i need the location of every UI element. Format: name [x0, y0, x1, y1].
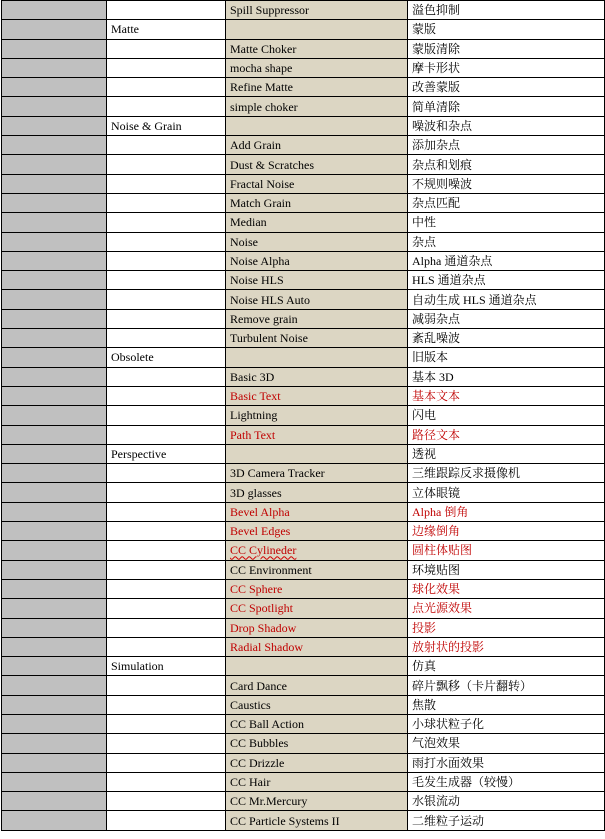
chinese-name-cell: 路径文本: [408, 425, 605, 444]
row-marker-cell: [2, 579, 107, 598]
chinese-name-cell: 边缘倒角: [408, 522, 605, 541]
effect-name-cell: Refine Matte: [226, 78, 408, 97]
table-row: [2, 386, 605, 405]
row-marker-cell: [2, 116, 107, 135]
table-row: [2, 251, 605, 270]
table-row: [2, 78, 605, 97]
effect-name-cell: Radial Shadow: [226, 637, 408, 656]
table-row: [2, 425, 605, 444]
chinese-name-cell: 杂点匹配: [408, 193, 605, 212]
table-row: [2, 579, 605, 598]
table-row: [2, 618, 605, 637]
chinese-name-cell: 蒙版: [408, 20, 605, 39]
category-cell: [107, 502, 226, 521]
row-marker-cell: [2, 541, 107, 560]
row-marker-cell: [2, 193, 107, 212]
row-marker-cell: [2, 58, 107, 77]
chinese-name-cell: 溢色抑制: [408, 1, 605, 20]
table-row: [2, 522, 605, 541]
effect-name-cell: Spill Suppressor: [226, 1, 408, 20]
row-marker-cell: [2, 811, 107, 830]
effect-name-cell: CC Hair: [226, 772, 408, 791]
table-row: [2, 136, 605, 155]
row-marker-cell: [2, 20, 107, 39]
effect-name-cell: Match Grain: [226, 193, 408, 212]
category-cell: Obsolete: [107, 348, 226, 367]
table-row: [2, 193, 605, 212]
row-marker-cell: [2, 772, 107, 791]
table-row: [2, 695, 605, 714]
table-row: [2, 772, 605, 791]
chinese-name-cell: 毛发生成器（较慢）: [408, 772, 605, 791]
row-marker-cell: [2, 714, 107, 733]
category-cell: [107, 464, 226, 483]
category-cell: [107, 792, 226, 811]
table-row: [2, 97, 605, 116]
table-row: [2, 734, 605, 753]
category-cell: [107, 637, 226, 656]
row-marker-cell: [2, 444, 107, 463]
chinese-name-cell: Alpha 通道杂点: [408, 251, 605, 270]
table-row: [2, 1, 605, 20]
effect-name-cell: Matte Choker: [226, 39, 408, 58]
table-row: [2, 541, 605, 560]
row-marker-cell: [2, 695, 107, 714]
category-cell: [107, 174, 226, 193]
category-cell: [107, 772, 226, 791]
category-cell: [107, 522, 226, 541]
table-row: [2, 657, 605, 676]
row-marker-cell: [2, 251, 107, 270]
row-marker-cell: [2, 97, 107, 116]
chinese-name-cell: 减弱杂点: [408, 309, 605, 328]
table-row: [2, 444, 605, 463]
chinese-name-cell: 透视: [408, 444, 605, 463]
chinese-name-cell: 紊乱噪波: [408, 329, 605, 348]
chinese-name-cell: 基本文本: [408, 386, 605, 405]
category-cell: [107, 599, 226, 618]
category-cell: [107, 271, 226, 290]
row-marker-cell: [2, 232, 107, 251]
table-row: [2, 714, 605, 733]
effect-name-cell: CC Environment: [226, 560, 408, 579]
category-cell: [107, 193, 226, 212]
chinese-name-cell: 旧版本: [408, 348, 605, 367]
effect-name-cell: 3D Camera Tracker: [226, 464, 408, 483]
chinese-name-cell: 杂点和划痕: [408, 155, 605, 174]
row-marker-cell: [2, 425, 107, 444]
effect-name-cell: mocha shape: [226, 58, 408, 77]
chinese-name-cell: 基本 3D: [408, 367, 605, 386]
effect-name-cell: Dust & Scratches: [226, 155, 408, 174]
effect-name-cell: Noise: [226, 232, 408, 251]
category-cell: [107, 329, 226, 348]
effect-name-cell: [226, 541, 408, 560]
effect-name-cell: Noise HLS: [226, 271, 408, 290]
table-row: [2, 811, 605, 830]
category-cell: [107, 39, 226, 58]
table-row: [2, 792, 605, 811]
category-cell: [107, 579, 226, 598]
chinese-name-cell: 仿真: [408, 657, 605, 676]
table-row: [2, 290, 605, 309]
effect-name-cell: CC Particle Systems II: [226, 811, 408, 830]
chinese-name-cell: 雨打水面效果: [408, 753, 605, 772]
chinese-name-cell: 碎片飘移（卡片翻转）: [408, 676, 605, 695]
effect-name-cell: CC Ball Action: [226, 714, 408, 733]
table-row: [2, 753, 605, 772]
chinese-name-cell: 摩卡形状: [408, 58, 605, 77]
effect-name-cell: [226, 657, 408, 676]
row-marker-cell: [2, 753, 107, 772]
effect-name-cell: CC Mr.Mercury: [226, 792, 408, 811]
category-cell: [107, 425, 226, 444]
chinese-name-cell: Alpha 倒角: [408, 502, 605, 521]
chinese-name-cell: 不规则噪波: [408, 174, 605, 193]
row-marker-cell: [2, 367, 107, 386]
chinese-name-cell: 放射状的投影: [408, 637, 605, 656]
chinese-name-cell: 投影: [408, 618, 605, 637]
row-marker-cell: [2, 290, 107, 309]
effect-name-cell: Bevel Alpha: [226, 502, 408, 521]
row-marker-cell: [2, 522, 107, 541]
row-marker-cell: [2, 386, 107, 405]
effect-name-cell: Turbulent Noise: [226, 329, 408, 348]
chinese-name-cell: 噪波和杂点: [408, 116, 605, 135]
category-cell: [107, 78, 226, 97]
chinese-name-cell: 小球状粒子化: [408, 714, 605, 733]
row-marker-cell: [2, 329, 107, 348]
table-row: [2, 232, 605, 251]
chinese-name-cell: 改善蒙版: [408, 78, 605, 97]
effect-name-cell: [226, 444, 408, 463]
table-row: [2, 155, 605, 174]
effect-name-cell: CC Spotlight: [226, 599, 408, 618]
category-cell: [107, 290, 226, 309]
effect-name-cell: [226, 348, 408, 367]
chinese-name-cell: 闪电: [408, 406, 605, 425]
row-marker-cell: [2, 406, 107, 425]
table-row: [2, 502, 605, 521]
category-cell: Simulation: [107, 657, 226, 676]
row-marker-cell: [2, 78, 107, 97]
table-row: [2, 271, 605, 290]
table-row: [2, 676, 605, 695]
table-row: [2, 406, 605, 425]
effect-name-cell: Drop Shadow: [226, 618, 408, 637]
category-cell: [107, 676, 226, 695]
category-cell: [107, 734, 226, 753]
table-row: [2, 348, 605, 367]
row-marker-cell: [2, 734, 107, 753]
table-row: [2, 483, 605, 502]
chinese-name-cell: HLS 通道杂点: [408, 271, 605, 290]
category-cell: [107, 155, 226, 174]
table-row: [2, 560, 605, 579]
effect-name-cell: Noise Alpha: [226, 251, 408, 270]
table-row: [2, 58, 605, 77]
effect-name-cell: Bevel Edges: [226, 522, 408, 541]
chinese-name-cell: 焦散: [408, 695, 605, 714]
chinese-name-cell: 球化效果: [408, 579, 605, 598]
table-row: [2, 20, 605, 39]
category-cell: [107, 386, 226, 405]
chinese-name-cell: 中性: [408, 213, 605, 232]
effects-table-body: [2, 1, 605, 831]
category-cell: [107, 367, 226, 386]
category-cell: [107, 251, 226, 270]
row-marker-cell: [2, 136, 107, 155]
row-marker-cell: [2, 155, 107, 174]
effect-name-cell: Noise HLS Auto: [226, 290, 408, 309]
category-cell: [107, 618, 226, 637]
row-marker-cell: [2, 792, 107, 811]
effect-name-cell: CC Bubbles: [226, 734, 408, 753]
effect-name-cell: Lightning: [226, 406, 408, 425]
category-cell: Matte: [107, 20, 226, 39]
row-marker-cell: [2, 676, 107, 695]
table-row: [2, 464, 605, 483]
category-cell: [107, 483, 226, 502]
chinese-name-cell: 二维粒子运动: [408, 811, 605, 830]
category-cell: [107, 309, 226, 328]
category-cell: [107, 406, 226, 425]
category-cell: [107, 811, 226, 830]
effect-name-cell: Basic 3D: [226, 367, 408, 386]
row-marker-cell: [2, 271, 107, 290]
category-cell: Perspective: [107, 444, 226, 463]
table-row: [2, 213, 605, 232]
row-marker-cell: [2, 502, 107, 521]
row-marker-cell: [2, 657, 107, 676]
effect-name-cell: CC Drizzle: [226, 753, 408, 772]
effect-name-cell: simple choker: [226, 97, 408, 116]
chinese-name-cell: 蒙版清除: [408, 39, 605, 58]
effect-name-cell: Card Dance: [226, 676, 408, 695]
chinese-name-cell: 气泡效果: [408, 734, 605, 753]
chinese-name-cell: 立体眼镜: [408, 483, 605, 502]
category-cell: [107, 714, 226, 733]
table-row: [2, 116, 605, 135]
effect-name-cell: Path Text: [226, 425, 408, 444]
row-marker-cell: [2, 464, 107, 483]
row-marker-cell: [2, 483, 107, 502]
effect-name-cell: [226, 20, 408, 39]
chinese-name-cell: 点光源效果: [408, 599, 605, 618]
effect-name-cell: [226, 116, 408, 135]
category-cell: [107, 232, 226, 251]
effect-name-cell: Add Grain: [226, 136, 408, 155]
category-cell: Noise & Grain: [107, 116, 226, 135]
table-row: [2, 599, 605, 618]
effect-name-cell: CC Sphere: [226, 579, 408, 598]
row-marker-cell: [2, 1, 107, 20]
chinese-name-cell: 水银流动: [408, 792, 605, 811]
table-row: [2, 637, 605, 656]
chinese-name-cell: 简单清除: [408, 97, 605, 116]
effect-name-cell: 3D glasses: [226, 483, 408, 502]
category-cell: [107, 560, 226, 579]
chinese-name-cell: 三维跟踪反求摄像机: [408, 464, 605, 483]
effects-table: [1, 0, 605, 831]
spellcheck-underlined-text: CC Cylineder: [230, 543, 297, 558]
category-cell: [107, 136, 226, 155]
table-row: [2, 174, 605, 193]
table-row: [2, 309, 605, 328]
row-marker-cell: [2, 213, 107, 232]
effect-name-cell: Median: [226, 213, 408, 232]
category-cell: [107, 541, 226, 560]
table-row: [2, 367, 605, 386]
row-marker-cell: [2, 348, 107, 367]
row-marker-cell: [2, 309, 107, 328]
category-cell: [107, 97, 226, 116]
category-cell: [107, 753, 226, 772]
row-marker-cell: [2, 560, 107, 579]
effect-name-cell: Fractal Noise: [226, 174, 408, 193]
row-marker-cell: [2, 174, 107, 193]
row-marker-cell: [2, 39, 107, 58]
effect-name-cell: Remove grain: [226, 309, 408, 328]
category-cell: [107, 695, 226, 714]
row-marker-cell: [2, 599, 107, 618]
effect-name-cell: Caustics: [226, 695, 408, 714]
table-row: [2, 329, 605, 348]
effect-name-cell: Basic Text: [226, 386, 408, 405]
chinese-name-cell: 圆柱体贴图: [408, 541, 605, 560]
category-cell: [107, 58, 226, 77]
category-cell: [107, 1, 226, 20]
category-cell: [107, 213, 226, 232]
chinese-name-cell: 自动生成 HLS 通道杂点: [408, 290, 605, 309]
chinese-name-cell: 添加杂点: [408, 136, 605, 155]
table-row: [2, 39, 605, 58]
row-marker-cell: [2, 618, 107, 637]
chinese-name-cell: 杂点: [408, 232, 605, 251]
chinese-name-cell: 环境贴图: [408, 560, 605, 579]
row-marker-cell: [2, 637, 107, 656]
